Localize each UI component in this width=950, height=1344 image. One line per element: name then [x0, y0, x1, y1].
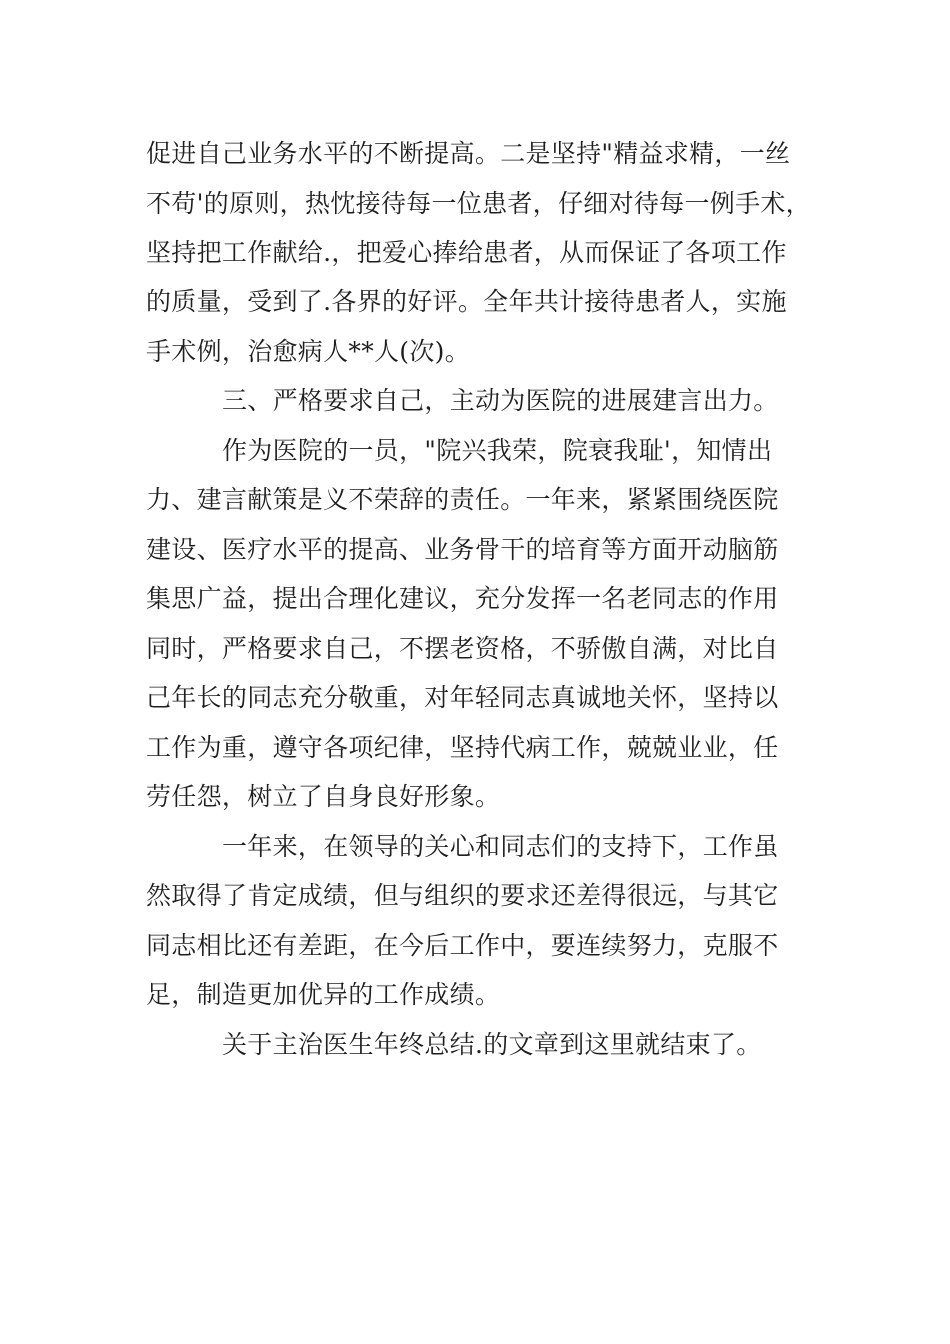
text-line: 集思广益，提出合理化建议，充分发挥一名老同志的作用 [146, 584, 779, 613]
text-line: 己年长的同志充分敬重，对年轻同志真诚地关怀，坚持以 [146, 683, 779, 712]
text-line: 坚持把工作献给.，把爱心捧给患者，从而保证了各项工作 [146, 238, 787, 267]
text-line: 一年来，在领导的关心和同志们的支持下，工作虽 [222, 832, 779, 861]
text-line: 工作为重，遵守各项纪律，坚持代病工作，兢兢业业，任 [146, 733, 779, 762]
text-line: 足，制造更加优异的工作成绩。 [146, 980, 501, 1009]
text-line: 作为医院的一员，"院兴我荣，院衰我耻'，知情出 [222, 436, 773, 465]
text-line: 建设、医疗水平的提高、业务骨干的培育等方面开动脑筋 [146, 535, 779, 564]
text-line: 劳任怨，树立了自身良好形象。 [146, 782, 501, 811]
closing-line: 关于主治医生年终总结.的文章到这里就结束了。 [222, 1030, 762, 1059]
text-line: 不苟'的原则，热忱接待每一位患者，仔细对待每一例手术， [146, 189, 811, 218]
text-line: 的质量，受到了.各界的好评。全年共计接待患者人，实施 [146, 287, 787, 316]
text-line: 力、建言献策是义不荣辞的责任。一年来，紧紧围绕医院 [146, 485, 779, 514]
text-line: 促进自己业务水平的不断提高。二是坚持"精益求精，一丝 [146, 139, 791, 168]
text-line: 然取得了肯定成绩，但与组织的要求还差得很远，与其它 [146, 881, 779, 910]
text-line: 同志相比还有差距，在今后工作中，要连续努力，克服不 [146, 931, 779, 960]
text-line: 手术例，治愈病人**人(次)。 [146, 337, 471, 366]
text-line: 同时，严格要求自己，不摆老资格，不骄傲自满，对比自 [146, 634, 779, 663]
section-heading: 三、严格要求自己，主动为医院的进展建言出力。 [222, 386, 779, 415]
